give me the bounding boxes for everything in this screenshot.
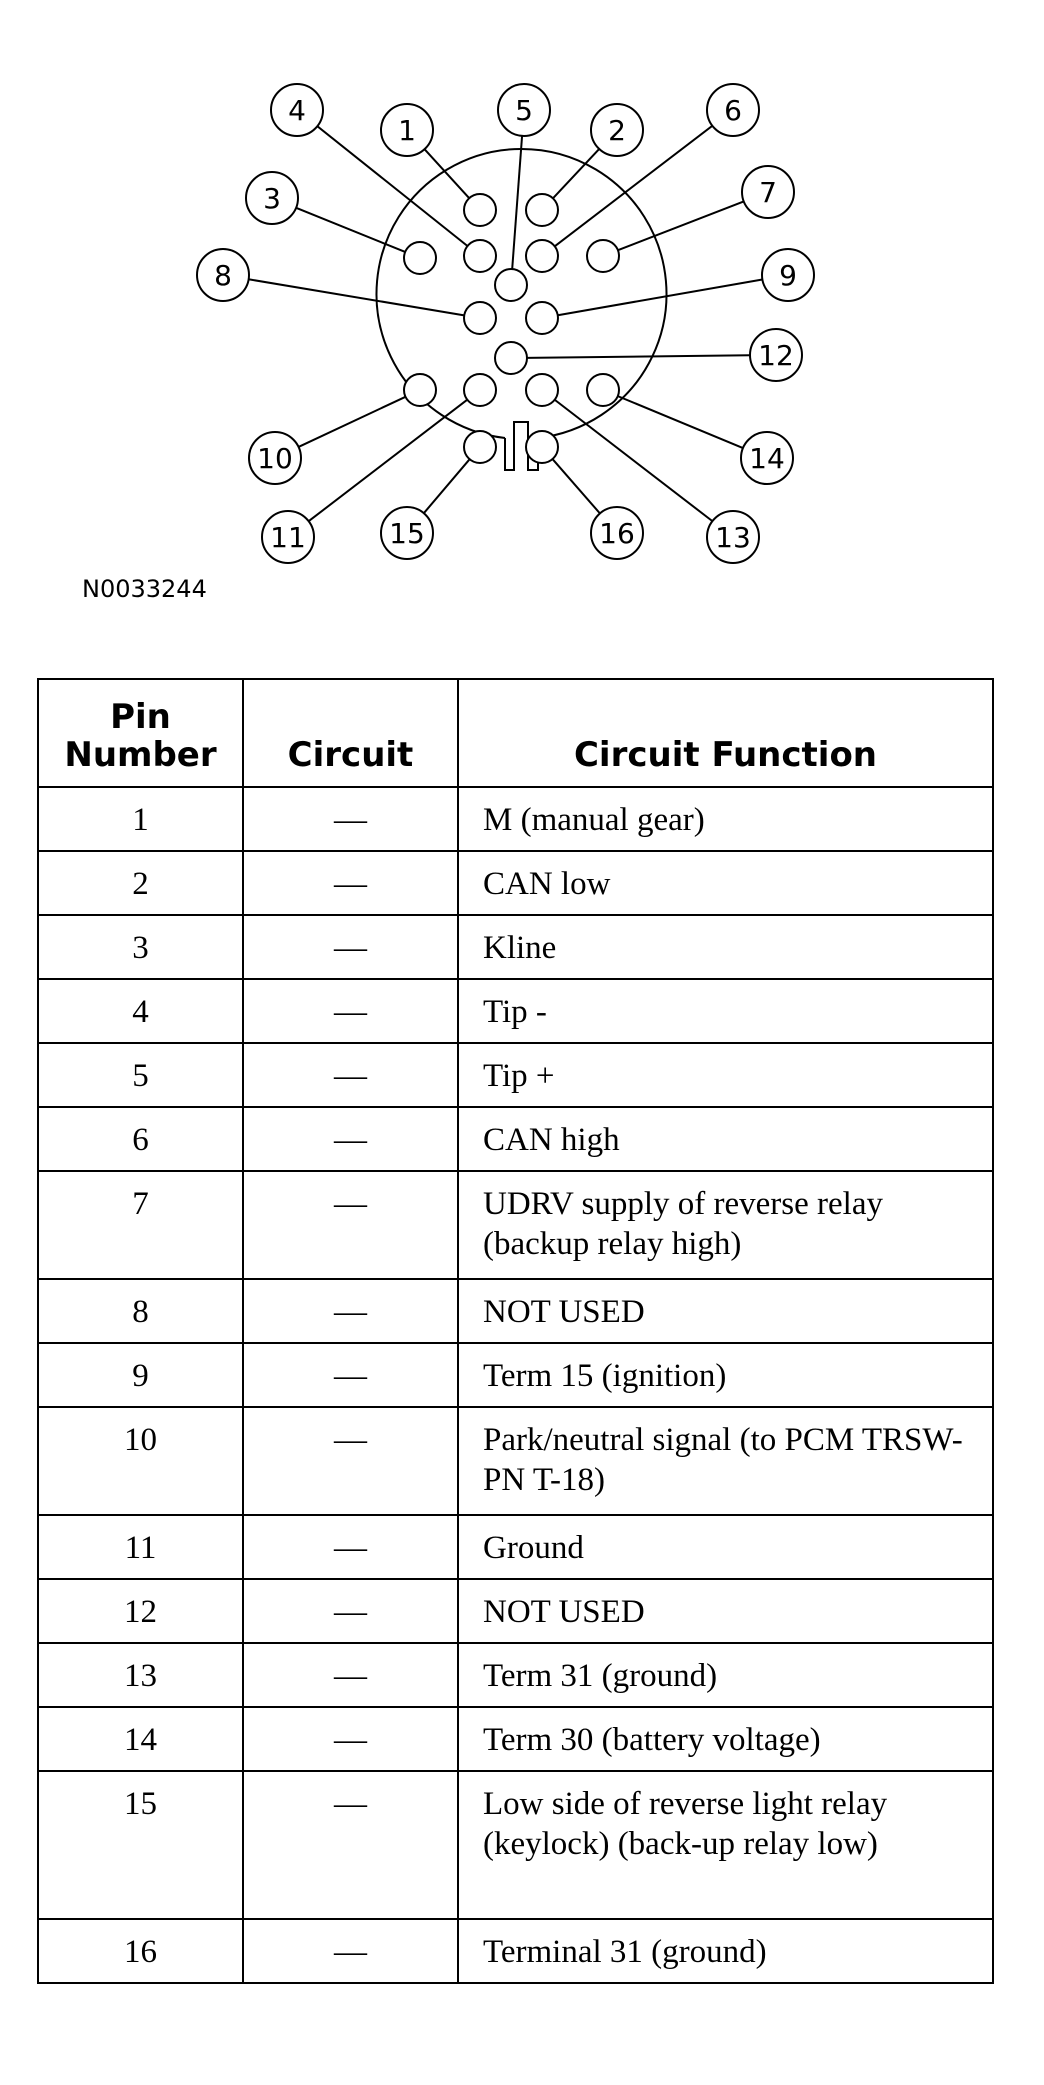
pin-number-cell: 6: [38, 1107, 243, 1171]
table-row: [38, 1043, 993, 1107]
callout-3: [246, 172, 298, 224]
callout-11: [262, 511, 314, 563]
pin-14: [587, 374, 619, 406]
header-pin-line-2: Number: [64, 735, 217, 775]
callout-number: 5: [515, 94, 533, 127]
callout-7: [742, 166, 794, 218]
leader-line-5: [512, 136, 522, 269]
circuit-function-cell: UDRV supply of reverse relay (backup relay high): [458, 1171, 993, 1279]
pin-15: [464, 431, 496, 463]
pin-number-cell: 1: [38, 787, 243, 851]
callout-labels: [197, 84, 814, 563]
circuit-function-cell: Ground: [458, 1515, 993, 1579]
callout-6: [707, 84, 759, 136]
table-row: [38, 1279, 993, 1343]
pin-12: [495, 342, 527, 374]
circuit-cell: —: [243, 1407, 458, 1515]
callout-5: [498, 84, 550, 136]
circuit-function-cell: CAN low: [458, 851, 993, 915]
pin-7: [587, 240, 619, 272]
circuit-cell: —: [243, 1579, 458, 1643]
leader-line-11: [309, 400, 468, 521]
leader-line-2: [553, 149, 599, 198]
table-row: [38, 1707, 993, 1771]
circuit-function-cell: Tip -: [458, 979, 993, 1043]
circuit-cell: —: [243, 915, 458, 979]
leader-line-12: [527, 355, 750, 358]
callout-16: [591, 507, 643, 559]
circuit-function-cell: Term 31 (ground): [458, 1643, 993, 1707]
pin-number-cell: 9: [38, 1343, 243, 1407]
circuit-function-cell: Tip +: [458, 1043, 993, 1107]
pin-10: [404, 374, 436, 406]
pin-number-cell: 11: [38, 1515, 243, 1579]
callout-8: [197, 249, 249, 301]
circuit-cell: —: [243, 979, 458, 1043]
circuit-function-cell: NOT USED: [458, 1579, 993, 1643]
table-row: [38, 1771, 993, 1919]
circuit-cell: —: [243, 1643, 458, 1707]
pin-13: [526, 374, 558, 406]
table-row: [38, 1579, 993, 1643]
leader-line-16: [553, 459, 600, 513]
callout-1: [381, 104, 433, 156]
pin-number-cell: 15: [38, 1771, 243, 1919]
circuit-function-cell: Low side of reverse light relay (keylock) (back-up relay low): [458, 1771, 993, 1919]
table-row: [38, 1107, 993, 1171]
pin-number-cell: 4: [38, 979, 243, 1043]
callout-2: [591, 104, 643, 156]
header-circuit: Circuit: [243, 679, 458, 787]
callout-13: [707, 511, 759, 563]
pin-3: [404, 242, 436, 274]
leader-line-10: [299, 397, 406, 447]
circuit-cell: —: [243, 1771, 458, 1919]
circuit-function-cell: Term 30 (battery voltage): [458, 1707, 993, 1771]
circuit-cell: —: [243, 1707, 458, 1771]
callout-12: [750, 329, 802, 381]
circuit-cell: —: [243, 1043, 458, 1107]
circuit-cell: —: [243, 1515, 458, 1579]
leader-line-13: [555, 400, 713, 521]
circuit-function-cell: NOT USED: [458, 1279, 993, 1343]
table-header-row: [38, 679, 993, 787]
header-circuit-function: Circuit Function: [458, 679, 993, 787]
circuit-cell: —: [243, 787, 458, 851]
table-row: [38, 787, 993, 851]
pin-number-cell: 13: [38, 1643, 243, 1707]
callout-10: [249, 432, 301, 484]
circuit-function-cell: M (manual gear): [458, 787, 993, 851]
pin-table: [37, 678, 994, 1984]
callout-14: [741, 432, 793, 484]
table-row: [38, 1343, 993, 1407]
header-pin-number: [38, 679, 243, 787]
table-row: [38, 1643, 993, 1707]
callout-number: 16: [599, 517, 635, 550]
pin-11: [464, 374, 496, 406]
leader-line-3: [296, 208, 405, 252]
header-pin-line-1: Pin: [110, 697, 171, 737]
table-row: [38, 1919, 993, 1983]
callout-9: [762, 249, 814, 301]
pin-number-cell: 7: [38, 1171, 243, 1279]
circuit-cell: —: [243, 851, 458, 915]
leader-line-9: [558, 279, 763, 315]
table-row: [38, 1407, 993, 1515]
callout-number: 11: [270, 521, 306, 554]
callout-number: 10: [257, 442, 293, 475]
pin-1: [464, 194, 496, 226]
leader-line-7: [618, 201, 744, 250]
circuit-cell: —: [243, 1279, 458, 1343]
circuit-function-cell: Park/neutral signal (to PCM TRSW-PN T-18): [458, 1407, 993, 1515]
circuit-function-cell: CAN high: [458, 1107, 993, 1171]
pin-5: [495, 269, 527, 301]
pin-number-cell: 3: [38, 915, 243, 979]
callout-number: 12: [758, 339, 794, 372]
circuit-cell: —: [243, 1919, 458, 1983]
circuit-cell: —: [243, 1107, 458, 1171]
callout-number: 6: [724, 94, 742, 127]
table-row: [38, 1171, 993, 1279]
pin-number-cell: 8: [38, 1279, 243, 1343]
circuit-cell: —: [243, 1343, 458, 1407]
circuit-function-cell: Term 15 (ignition): [458, 1343, 993, 1407]
connector-pinout-diagram: [0, 0, 1044, 630]
callout-number: 1: [398, 114, 416, 147]
leader-line-8: [249, 279, 465, 315]
callout-number: 4: [288, 94, 306, 127]
callout-number: 7: [759, 176, 777, 209]
callout-number: 8: [214, 259, 232, 292]
pin-number-cell: 14: [38, 1707, 243, 1771]
pin-4: [464, 240, 496, 272]
callout-number: 2: [608, 114, 626, 147]
circuit-cell: —: [243, 1171, 458, 1279]
callout-number: 3: [263, 182, 281, 215]
pin-9: [526, 302, 558, 334]
pin-2: [526, 194, 558, 226]
leader-line-1: [425, 149, 470, 198]
callout-4: [271, 84, 323, 136]
callout-number: 15: [389, 517, 425, 550]
table-row: [38, 851, 993, 915]
pin-number-cell: 2: [38, 851, 243, 915]
callout-number: 9: [779, 259, 797, 292]
table-row: [38, 915, 993, 979]
pin-table-body: [38, 787, 993, 1983]
pin-6: [526, 240, 558, 272]
pin-8: [464, 302, 496, 334]
pin-number-cell: 12: [38, 1579, 243, 1643]
circuit-function-cell: Terminal 31 (ground): [458, 1919, 993, 1983]
leader-line-15: [424, 459, 470, 513]
pin-number-cell: 10: [38, 1407, 243, 1515]
circuit-function-cell: Kline: [458, 915, 993, 979]
table-row: [38, 1515, 993, 1579]
pin-number-cell: 5: [38, 1043, 243, 1107]
pin-number-cell: 16: [38, 1919, 243, 1983]
callout-number: 13: [715, 521, 751, 554]
pin-16: [526, 431, 558, 463]
figure-id: N0033244: [82, 575, 207, 603]
table-row: [38, 979, 993, 1043]
callout-15: [381, 507, 433, 559]
leader-line-14: [618, 396, 743, 448]
callout-number: 14: [749, 442, 785, 475]
